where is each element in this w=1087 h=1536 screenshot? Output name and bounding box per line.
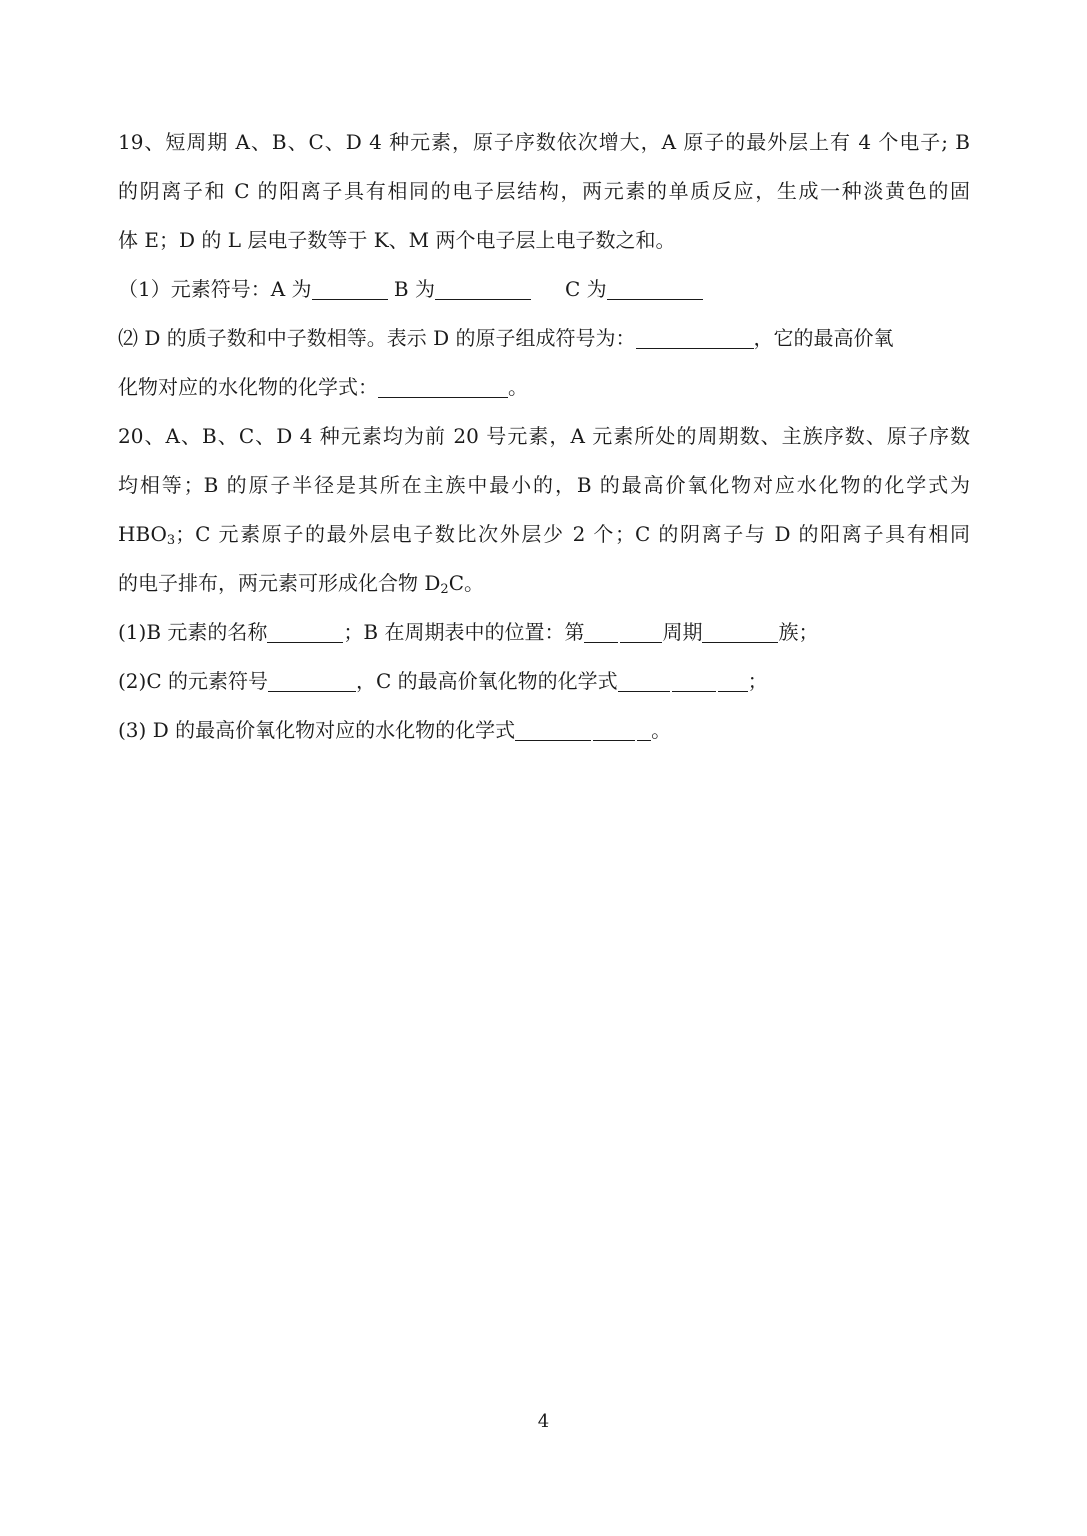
q19-part-1-c-label: C 为 xyxy=(564,277,607,301)
document-content xyxy=(118,118,970,755)
q20-part-2-mid: ，C 的最高价氧化物的化学式 xyxy=(356,669,618,693)
q20-blank-group[interactable] xyxy=(702,620,778,643)
q20-blank-c-symbol[interactable] xyxy=(268,669,356,692)
q19-part-2 xyxy=(118,314,970,363)
q20-blank-period-2[interactable] xyxy=(620,620,662,643)
q20-blank-hydroxide-2[interactable] xyxy=(593,718,635,741)
q20-line-3 xyxy=(118,510,970,559)
q20-line-1: 20、A、B、C、D 4 种元素均为前 20 号元素，A 元素所处的周期数、主族序数、原子序数 xyxy=(118,424,970,448)
q20-part-3-label: (3) D 的最高价氧化物对应的水化物的化学式 xyxy=(118,718,516,742)
q19-part-2-cont-tail: 。 xyxy=(508,375,528,399)
q20-group-label: 族； xyxy=(778,620,819,644)
q19-line-3: 体 E；D 的 L 层电子数等于 K、M 两个电子层上电子数之和。 xyxy=(118,228,676,252)
q19-part-1 xyxy=(118,265,970,314)
q20-blank-b-name[interactable] xyxy=(267,620,343,643)
q19-line-2: 的阴离子和 C 的阳离子具有相同的电子层结构，两元素的单质反应，生成一种淡黄色的固 xyxy=(118,179,970,203)
q20-part-2 xyxy=(118,657,970,706)
q20-period-label: 周期 xyxy=(662,620,703,644)
q20-blank-oxide-2[interactable] xyxy=(672,669,716,692)
q19-line-1: 19、短周期 A、B、C、D 4 种元素，原子序数依次增大，A 原子的最外层上有 4 个电子; B xyxy=(118,130,970,154)
q20-blank-period-1[interactable] xyxy=(584,620,618,643)
q20-part-3 xyxy=(118,706,970,755)
q20-part-2-label: (2)C 的元素符号 xyxy=(118,669,268,693)
q20-line-2: 均相等；B 的原子半径是其所在主族中最小的，B 的最高价氧化物对应水化物的化学式为 xyxy=(118,473,970,497)
q20-part-1-label: (1)B 元素的名称 xyxy=(118,620,268,644)
page-number: 4 xyxy=(537,1411,550,1432)
q20-compound-subscript: 2 xyxy=(440,582,449,597)
q19-part-2-cont xyxy=(118,363,970,412)
q19-blank-hydroxide[interactable] xyxy=(378,375,508,398)
q19-part-2-cont-label: 化物对应的水化物的化学式： xyxy=(118,375,378,399)
q20-blank-hydroxide-1[interactable] xyxy=(515,718,591,741)
q20-line-4: 的电子排布，两元素可形成化合物 $D_2C$。 xyxy=(118,571,484,597)
q19-blank-symbol[interactable] xyxy=(636,326,754,349)
q19-part-2-label: ⑵ D 的质子数和中子数相等。表示 D 的原子组成符号为： xyxy=(118,326,636,350)
q19-blank-c[interactable] xyxy=(607,277,703,300)
q19-part-1-b-label: B 为 xyxy=(387,277,435,301)
q19-part-2-tail: ，它的最高价氧 xyxy=(753,326,894,350)
q20-part-1 xyxy=(118,608,970,657)
q20-blank-hydroxide-3[interactable] xyxy=(637,718,651,741)
q20-blank-oxide-1[interactable] xyxy=(618,669,670,692)
q20-blank-oxide-3[interactable] xyxy=(718,669,748,692)
q19-blank-a[interactable] xyxy=(312,277,388,300)
q20-part-3-tail: 。 xyxy=(651,718,672,742)
q19-blank-b[interactable] xyxy=(435,277,531,300)
q19-part-1-label: （1）元素符号：A 为 xyxy=(118,277,312,301)
q20-line-3-rest: ；C 元素原子的最外层电子数比次外层少 2 个；C 的阴离子与 D 的阳离子具有相同 xyxy=(175,522,970,546)
q20-part-1-mid: ；B 在周期表中的位置：第 xyxy=(343,620,585,644)
q20-part-2-tail: ； xyxy=(747,669,768,693)
q20-formula: $HBO_3$ xyxy=(118,522,176,548)
